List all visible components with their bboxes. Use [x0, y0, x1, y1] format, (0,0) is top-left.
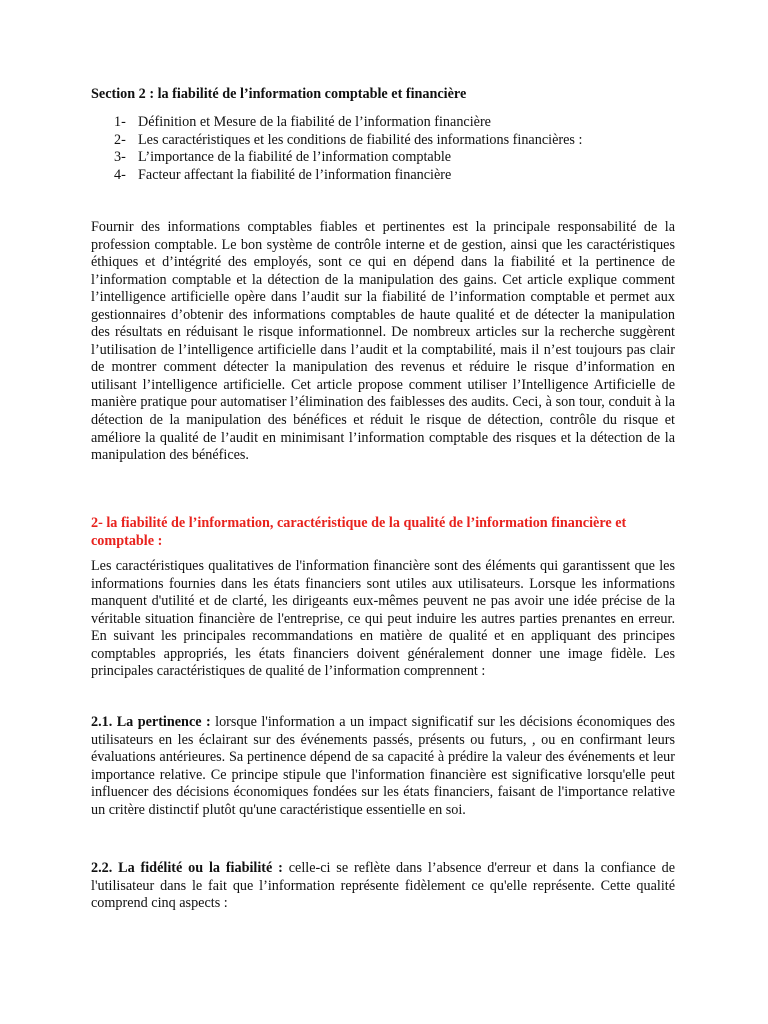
section-title: Section 2 : la fiabilité de l’information comptable et financière — [91, 86, 467, 102]
outline-item-text: L’importance de la fiabilité de l’information comptable — [138, 149, 452, 165]
outline-item-number: 1- — [114, 114, 126, 130]
outline-item-number: 2- — [114, 131, 126, 148]
outline-item — [114, 167, 694, 185]
fidelite-text: celle-ci se reflète dans l’absence d'erreur et dans la confiance de l'utilisateur dans le fait que l’information représente fidèlement ce qu'elle représente. Cette qualité comprend cinq aspects : — [91, 860, 676, 912]
outline-item-text: Définition et Mesure de la fiabilité de l’information financière — [138, 114, 491, 130]
outline-item — [114, 132, 694, 150]
outline-item-text: Les caractéristiques et les conditions de fiabilité des informations financières : — [138, 131, 583, 148]
outline-item — [114, 114, 694, 132]
subsection-heading: 2- la fiabilité de l’information, caractéristique de la qualité de l’information financière et comptable : — [91, 515, 627, 549]
intro-paragraph: Fournir des informations comptables fiables et pertinentes est la principale responsabilité de la profession comptable. Le bon système de contrôle interne et de gestion, ainsi que les caractéristiques éthiques et d’intégrité des employés, sont ce qui en dépend dans la fiabilité et la pertinence de l’information comptable et la détection de la manipulation des gains. Cet article explique comment l’intelligence artificielle opère dans l’audit sur la fiabilité de l’information comptable et permet aux gestionnaires d’obtenir des informations comptables de haute qualité et de détecter la manipulation des résultats en réduisant le risque informationnel. De nombreux articles sur la recherche suggèrent l’utilisation de l’intelligence artificielle dans l’audit et la comptabilité, mais il n’est toujours pas clair de montrer comment détecter la manipulation des revenus et réduire le risque d’information en utilisant l’intelligence artificielle. Cet article propose comment utiliser l’Intelligence Artificielle de manière pratique pour automatiser l’élimination des faiblesses des audits. Ceci, à son tour, conduit à la détection de la manipulation des bénéfices et réduit le risque de détection, contrôle du risque et améliore la qualité de l’audit en minimisant l’information comptable des risques et la détection de la manipulation des bénéfices. — [91, 219, 675, 464]
outline-item-number: 4- — [114, 166, 126, 183]
pertinence-paragraph — [91, 714, 675, 819]
fidelite-paragraph — [91, 860, 675, 913]
outline-item-number: 3- — [114, 149, 126, 165]
qualities-intro-paragraph: Les caractéristiques qualitatives de l'information financière sont des éléments qui garantissent que les informations fournies dans les états financiers sont utiles aux utilisateurs. Lorsque les informations manquent d'utilité et de clarté, les dirigeants eux-mêmes peuvent ne pas avoir une idée précise de la véritable situation financière de l'entreprise, ce qui peut induire les autres parties prenantes en erreur. En suivant les principales recommandations en matière de qualité et en appliquant des principes comptables appropriés, les états financiers doivent généralement donner une image fidèle. Les principales caractéristiques de qualité de l’information comprennent : — [91, 558, 675, 680]
fidelite-heading: 2.2. La fidélité ou la fiabilité : — [91, 860, 283, 876]
section-outline-list — [114, 114, 694, 184]
pertinence-heading: 2.1. La pertinence : — [91, 714, 211, 730]
outline-item-text: Facteur affectant la fiabilité de l’information financière — [138, 166, 452, 183]
pertinence-text: lorsque l'information a un impact significatif sur les décisions économiques des utilisateurs en les éclairant sur des événements passés, présents ou futurs, , ou en confirmant leurs évaluations antérieures. Sa pertinence dépend de sa capacité à prédire la valeur des événements et leur importance relative. Ce principe stipule que l'information financière est significative lorsqu'elle peut influencer des décisions économiques fondées sur les états financiers, faisant de l'importance relative un critère distinctif plutôt qu'une caractéristique essentielle en soi. — [91, 714, 675, 818]
outline-item — [114, 149, 694, 167]
